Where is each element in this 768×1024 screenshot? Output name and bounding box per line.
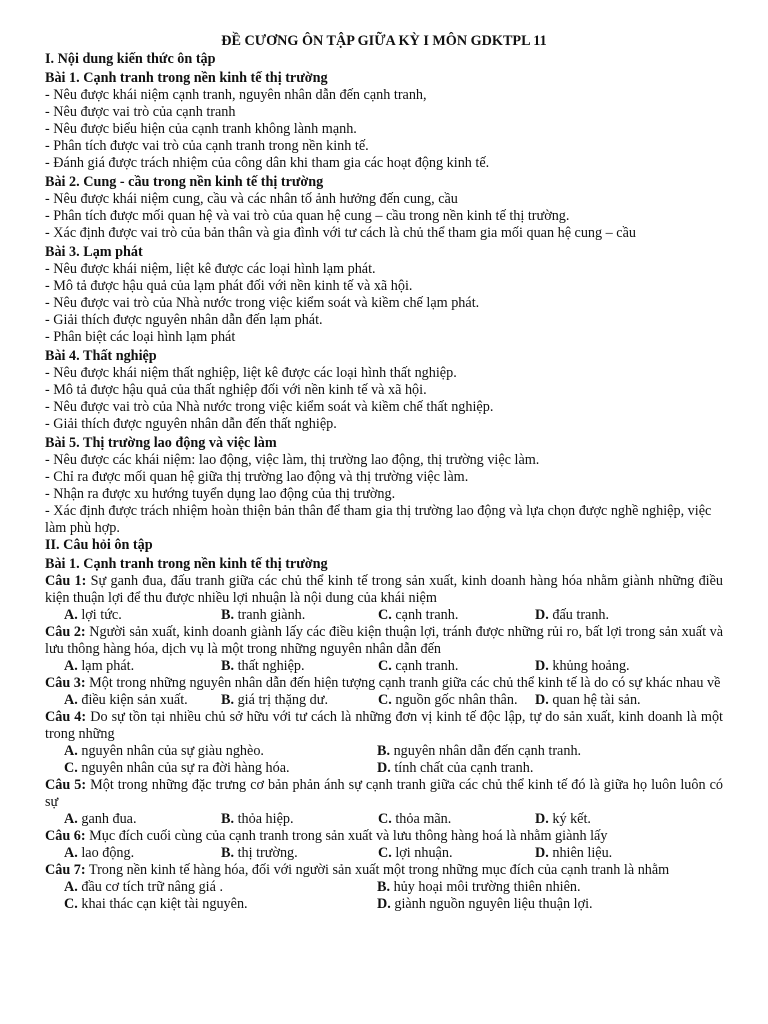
answer-option [535, 811, 692, 828]
option-text: khủng hoảng. [548, 658, 630, 674]
option-text: lao động. [77, 845, 135, 861]
answer-option [535, 658, 692, 675]
option-text: giá trị thặng dư. [234, 692, 328, 708]
option-text: đấu tranh. [548, 607, 610, 623]
objective-item: - Chỉ ra được mối quan hệ giữa thị trường lao động và thị trường việc làm. [45, 469, 469, 485]
option-text: giành nguồn nguyên liệu thuận lợi. [390, 896, 593, 912]
answer-option [377, 743, 690, 760]
option-letter: D. [535, 658, 549, 674]
answer-option [535, 692, 692, 709]
question-text: Mục đích cuối cùng của cạnh tranh trong sản xuất và lưu thông hàng hoá là nhằm giành lấy [85, 828, 608, 844]
lessons-list [45, 70, 723, 537]
question-label: Câu 4: [45, 709, 87, 725]
option-letter: C. [378, 811, 392, 827]
option-text: nguyên nhân của sự ra đời hàng hóa. [77, 760, 290, 776]
option-letter: B. [221, 658, 235, 674]
question-stem [45, 709, 723, 743]
question-stem [45, 624, 723, 658]
document-title: ĐỀ CƯƠNG ÔN TẬP GIỮA KỲ I MÔN GDKTPL 11 [221, 33, 547, 49]
option-text: cạnh tranh. [391, 607, 459, 623]
question-stem [45, 862, 723, 879]
answer-option [221, 811, 378, 828]
answer-options [45, 879, 723, 913]
question-label: Câu 1: [45, 573, 87, 589]
option-text: thỏa mãn. [391, 811, 452, 827]
objective-item: - Nêu được biểu hiện của cạnh tranh không lành mạnh. [45, 121, 357, 137]
answer-option [64, 760, 377, 777]
answer-option [221, 658, 378, 675]
question-text: Sự ganh đua, đấu tranh giữa các chủ thể kinh tế trong sản xuất, kinh doanh hàng hóa nhằm giành những điều kiện thuận lợi để thu được nhiều lợi nhuận là nội dung của khái niệm [45, 573, 723, 606]
answer-options [45, 607, 723, 624]
option-letter: B. [221, 692, 235, 708]
question-text: Do sự tồn tại nhiều chủ sở hữu với tư cách là những đơn vị kinh tế độc lập, tự do sản xuất, kinh doanh là một trong những [45, 709, 723, 742]
question-text: Người sản xuất, kinh doanh giành lấy các điều kiện thuận lợi, tránh được những rủi ro, bất lợi trong sản xuất và lưu thông hàng hóa, dịch vụ là một trong những nguyên nhân dẫn đến [45, 624, 723, 657]
lesson-block [45, 348, 723, 433]
objective-item: - Nêu được khái niệm cạnh tranh, nguyên nhân dẫn đến cạnh tranh, [45, 87, 427, 103]
question-label: Câu 6: [45, 828, 86, 844]
questions-list [45, 573, 723, 913]
option-letter: D. [535, 845, 549, 861]
option-text: thất nghiệp. [234, 658, 305, 674]
option-letter: C. [378, 692, 392, 708]
answer-option [378, 845, 535, 862]
option-letter: B. [377, 743, 391, 759]
answer-option [64, 896, 377, 913]
option-text: nguyên nhân của sự giàu nghèo. [77, 743, 264, 759]
question-block [45, 675, 723, 709]
answer-option [64, 607, 221, 624]
question-block [45, 624, 723, 675]
objective-item: - Nêu được các khái niệm: lao động, việc làm, thị trường lao động, thị trường việc làm. [45, 452, 540, 468]
question-block [45, 709, 723, 777]
option-letter: B. [221, 845, 235, 861]
answer-options [45, 658, 723, 675]
answer-options [45, 692, 723, 709]
option-letter: D. [535, 692, 549, 708]
option-letter: A. [64, 658, 78, 674]
answer-option [64, 658, 221, 675]
objective-item: - Đánh giá được trách nhiệm của công dân khi tham gia các hoạt động kinh tế. [45, 155, 490, 171]
objective-item: - Nêu được vai trò của cạnh tranh [45, 104, 236, 120]
answer-option [378, 692, 535, 709]
objective-item: - Mô tả được hậu quả của lạm phát đối với nền kinh tế và xã hội. [45, 278, 413, 294]
objective-item: - Nêu được khái niệm thất nghiệp, liệt kê được các loại hình thất nghiệp. [45, 365, 457, 381]
option-letter: C. [64, 760, 78, 776]
question-label: Câu 5: [45, 777, 87, 793]
option-letter: B. [221, 607, 235, 623]
section-heading-questions: II. Câu hỏi ôn tập [45, 537, 153, 553]
option-text: thị trường. [234, 845, 298, 861]
question-label: Câu 2: [45, 624, 86, 640]
answer-option [221, 845, 378, 862]
option-letter: A. [64, 811, 78, 827]
option-letter: A. [64, 879, 78, 895]
answer-option [221, 692, 378, 709]
objective-item: - Phân tích được mối quan hệ và vai trò của quan hệ cung – cầu trong nền kinh tế thị trường. [45, 208, 570, 224]
question-block [45, 573, 723, 624]
option-text: hủy hoại môi trường thiên nhiên. [390, 879, 581, 895]
lesson-block [45, 70, 723, 172]
option-letter: A. [64, 607, 78, 623]
lesson-title: Bài 4. Thất nghiệp [45, 348, 157, 364]
option-letter: B. [377, 879, 391, 895]
question-stem [45, 675, 723, 692]
question-text: Trong nền kinh tế hàng hóa, đối với người sản xuất một trong những mục đích của cạnh tranh là nhằm [85, 862, 670, 878]
answer-option [64, 692, 221, 709]
option-letter: D. [377, 760, 391, 776]
objective-item: - Nêu được vai trò của Nhà nước trong việc kiểm soát và kiềm chế thất nghiệp. [45, 399, 494, 415]
objective-item: - Nhận ra được xu hướng tuyển dụng lao động của thị trường. [45, 486, 396, 502]
answer-option [378, 658, 535, 675]
option-letter: D. [377, 896, 391, 912]
lesson-title: Bài 5. Thị trường lao động và việc làm [45, 435, 277, 451]
option-letter: A. [64, 743, 78, 759]
option-letter: C. [64, 896, 78, 912]
question-text: Một trong những đặc trưng cơ bản phản ánh sự cạnh tranh giữa các chủ thể kinh tế đó là giữa họ luôn luôn có sự [45, 777, 723, 810]
objective-item: - Mô tả được hậu quả của thất nghiệp đối với nền kinh tế và xã hội. [45, 382, 427, 398]
option-letter: C. [378, 658, 392, 674]
question-block [45, 828, 723, 862]
answer-options [45, 743, 723, 777]
option-text: ganh đua. [77, 811, 137, 827]
objective-item: - Xác định được trách nhiệm hoàn thiện bản thân để tham gia thị trường lao động và lựa chọn được nghề nghiệp, việc làm phù hợp. [45, 503, 712, 536]
answer-option [535, 845, 692, 862]
option-letter: D. [535, 607, 549, 623]
option-letter: A. [64, 692, 78, 708]
answer-option [378, 607, 535, 624]
question-stem [45, 573, 723, 607]
answer-option [64, 811, 221, 828]
section-heading-content: I. Nội dung kiến thức ôn tập [45, 51, 216, 67]
option-letter: C. [378, 845, 392, 861]
option-letter: D. [535, 811, 549, 827]
answer-option [377, 896, 690, 913]
option-text: tính chất của cạnh tranh. [390, 760, 534, 776]
questions-lesson-title: Bài 1. Cạnh tranh trong nền kinh tế thị trường [45, 556, 328, 572]
answer-options [45, 845, 723, 862]
option-letter: A. [64, 845, 78, 861]
answer-option [535, 607, 692, 624]
question-label: Câu 3: [45, 675, 86, 691]
answer-options [45, 811, 723, 828]
option-letter: C. [378, 607, 392, 623]
option-letter: B. [221, 811, 235, 827]
question-block [45, 777, 723, 828]
question-stem [45, 777, 723, 811]
option-text: quan hệ tài sản. [548, 692, 641, 708]
option-text: điều kiện sản xuất. [77, 692, 188, 708]
answer-option [64, 879, 377, 896]
answer-option [377, 879, 690, 896]
lesson-block [45, 244, 723, 346]
objective-item: - Phân tích được vai trò của cạnh tranh trong nền kinh tế. [45, 138, 369, 154]
objective-item: - Giải thích được nguyên nhân dẫn đến lạm phát. [45, 312, 323, 328]
option-text: thỏa hiệp. [234, 811, 294, 827]
objective-item: - Nêu được vai trò của Nhà nước trong việc kiểm soát và kiềm chế lạm phát. [45, 295, 480, 311]
document-page [45, 33, 723, 913]
lesson-title: Bài 3. Lạm phát [45, 244, 143, 260]
option-text: nguyên nhân dẫn đến cạnh tranh. [390, 743, 582, 759]
answer-option [377, 760, 690, 777]
objective-item: - Phân biệt các loại hình lạm phát [45, 329, 236, 345]
option-text: lợi tức. [77, 607, 122, 623]
lesson-title: Bài 2. Cung - cầu trong nền kinh tế thị trường [45, 174, 324, 190]
option-text: khai thác cạn kiệt tài nguyên. [77, 896, 248, 912]
option-text: nhiên liệu. [548, 845, 613, 861]
option-text: đầu cơ tích trữ nâng giá . [77, 879, 223, 895]
option-text: lạm phát. [77, 658, 135, 674]
question-text: Một trong những nguyên nhân dẫn đến hiện tượng cạnh tranh giữa các chủ thể kinh tế là do có sự khác nhau về [85, 675, 721, 691]
answer-option [64, 845, 221, 862]
objective-item: - Nêu được khái niệm cung, cầu và các nhân tố ảnh hưởng đến cung, cầu [45, 191, 458, 207]
lesson-title: Bài 1. Cạnh tranh trong nền kinh tế thị trường [45, 70, 328, 86]
objective-item: - Nêu được khái niệm, liệt kê được các loại hình lạm phát. [45, 261, 376, 277]
objective-item: - Giải thích được nguyên nhân dẫn đến thất nghiệp. [45, 416, 337, 432]
question-label: Câu 7: [45, 862, 86, 878]
answer-option [221, 607, 378, 624]
option-text: cạnh tranh. [391, 658, 459, 674]
option-text: lợi nhuận. [391, 845, 453, 861]
option-text: ký kết. [548, 811, 591, 827]
objective-item: - Xác định được vai trò của bản thân và gia đình với tư cách là chủ thể tham gia mối quan hệ cung – cầu [45, 225, 636, 241]
question-block [45, 862, 723, 913]
answer-option [378, 811, 535, 828]
answer-option [64, 743, 377, 760]
question-stem [45, 828, 723, 845]
lesson-block [45, 435, 723, 537]
lesson-block [45, 174, 723, 242]
option-text: tranh giành. [234, 607, 306, 623]
option-text: nguồn gốc nhân thân. [391, 692, 518, 708]
